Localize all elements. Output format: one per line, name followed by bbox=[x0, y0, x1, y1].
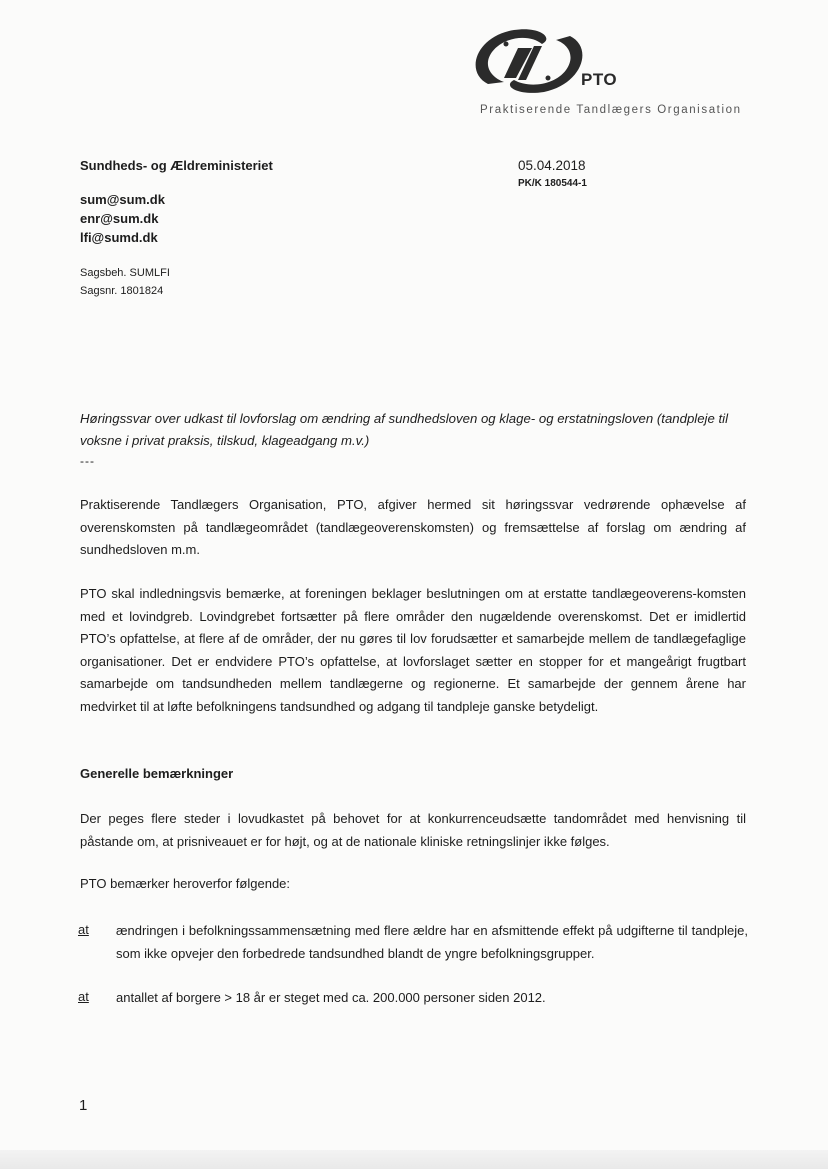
reference-number: PK/K 180544-1 bbox=[518, 178, 587, 189]
bullet-text: antallet af borgere > 18 år er steget med ca. 200.000 personer siden 2012. bbox=[116, 990, 546, 1005]
scan-edge-shadow bbox=[0, 1150, 828, 1169]
page-number: 1 bbox=[79, 1097, 88, 1114]
recipient-email[interactable]: lfi@sumd.dk bbox=[80, 230, 158, 245]
subject-line: Høringssvar over udkast til lovforslag om ændring af sundhedsloven og klage- og erstatningsloven (tandpleje til voksne i privat praksis, tilskud, klageadgang m.v.) bbox=[80, 411, 728, 448]
recipient-email[interactable]: sum@sum.dk bbox=[80, 192, 165, 207]
logo-tagline: Praktiserende Tandlægers Organisation bbox=[480, 104, 742, 116]
case-handler: Sagsbeh. SUMLFI bbox=[80, 267, 170, 279]
letter-date: 05.04.2018 bbox=[518, 158, 586, 173]
bullet-label: at bbox=[78, 989, 89, 1004]
body-paragraph: Praktiserende Tandlægers Organisation, PTO, afgiver hermed sit høringssvar vedrørende ophævelse af overenskomsten på tandlægeområdet (tandlægeoverenskomsten) og fremsættelse af forslag om ændring af sundhedsloven m.m. bbox=[80, 497, 746, 558]
pto-logo-mark-icon bbox=[470, 22, 590, 102]
logo-abbreviation: PTO bbox=[581, 70, 618, 89]
pto-logo bbox=[470, 22, 770, 122]
case-number: Sagsnr. 1801824 bbox=[80, 285, 164, 297]
bullet-text: ændringen i befolkningssammensætning med flere ældre har en afsmittende effekt på udgifterne til tandpleje, som ikke opvejer den forbedrede tandsundhed blandt de yngre befolkningsgrupper. bbox=[116, 923, 748, 961]
intro-line: PTO bemærker heroverfor følgende: bbox=[80, 876, 291, 891]
body-paragraph: PTO skal indledningsvis bemærke, at foreningen beklager beslutningen om at erstatte tandlægeoverens-komsten med et lovindgreb. Lovindgrebet fortsætter på flere områder den nugældende overenskomst. Det er imidlertid PTO’s opfattelse, at flere af de områder, der nu gøres til lov forudsætter et samarbejde mellem de tandlægefaglige organisationer. Det er endvidere PTO’s opfattelse, at lovforslaget sætter en stopper for et mangeårigt frugtbart samarbejde om tandsundheden mellem tandlægerne og regionerne. Et samarbejde der gennem årene har medvirket til at løfte befolkningens tandsundhed og adgang til tandpleje ganske betydeligt. bbox=[80, 586, 746, 714]
separator: --- bbox=[80, 454, 95, 468]
body-paragraph: Der peges flere steder i lovudkastet på behovet for at konkurrenceudsætte tandområdet med henvisning til påstande om, at prisniveauet er for højt, og at de nationale kliniske retningslinjer ikke følges. bbox=[80, 811, 746, 849]
recipient-name: Sundheds- og Ældreministeriet bbox=[80, 158, 273, 173]
bullet-label: at bbox=[78, 922, 89, 937]
recipient-email[interactable]: enr@sum.dk bbox=[80, 211, 159, 226]
section-heading: Generelle bemærkninger bbox=[80, 766, 234, 781]
